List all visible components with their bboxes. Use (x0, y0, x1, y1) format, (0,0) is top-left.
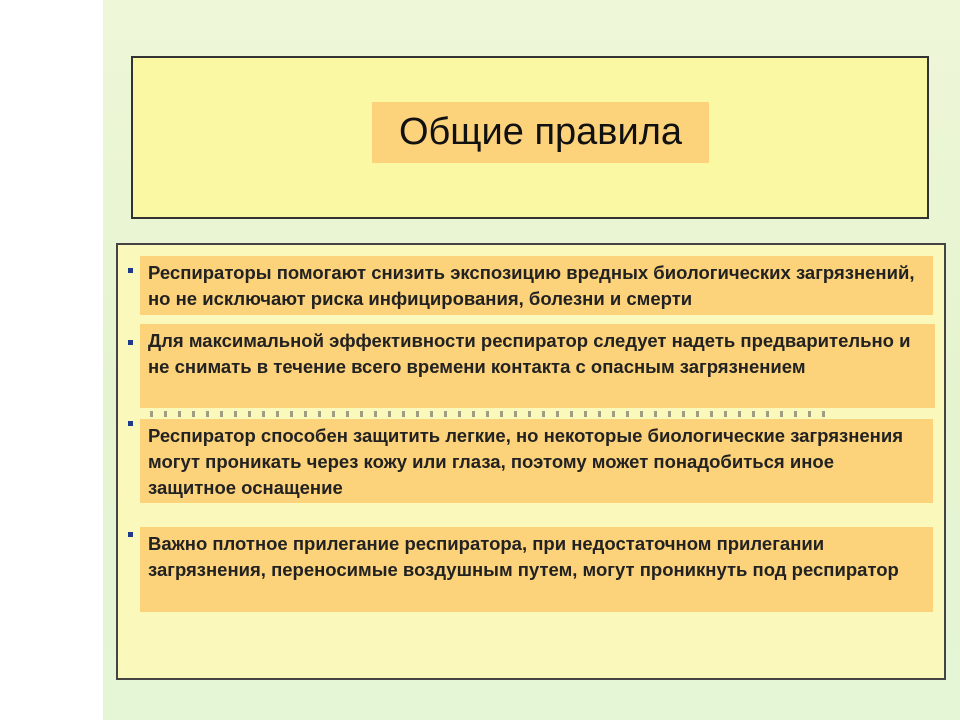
bullet-icon (128, 340, 133, 345)
faint-text-line (150, 411, 830, 417)
list-item: Респиратор способен защитить легкие, но некоторые биологические загрязнения могут проникать через кожу или глаза, поэтому может понадобиться иное защитное оснащение (140, 419, 933, 503)
slide-title: Общие правила (372, 102, 709, 163)
list-item: Респираторы помогают снизить экспозицию вредных биологических загрязнений, но не исключают риска инфицирования, болезни и смерти (140, 256, 933, 315)
list-item: Важно плотное прилегание респиратора, при недостаточном прилегании загрязнения, переносимые воздушным путем, могут проникнуть под респиратор (140, 527, 933, 612)
list-item: Для максимальной эффективности респиратор следует надеть предварительно и не снимать в течение всего времени контакта с опасным загрязнением (140, 324, 935, 408)
bullet-icon (128, 532, 133, 537)
bullet-icon (128, 421, 133, 426)
bullet-icon (128, 268, 133, 273)
